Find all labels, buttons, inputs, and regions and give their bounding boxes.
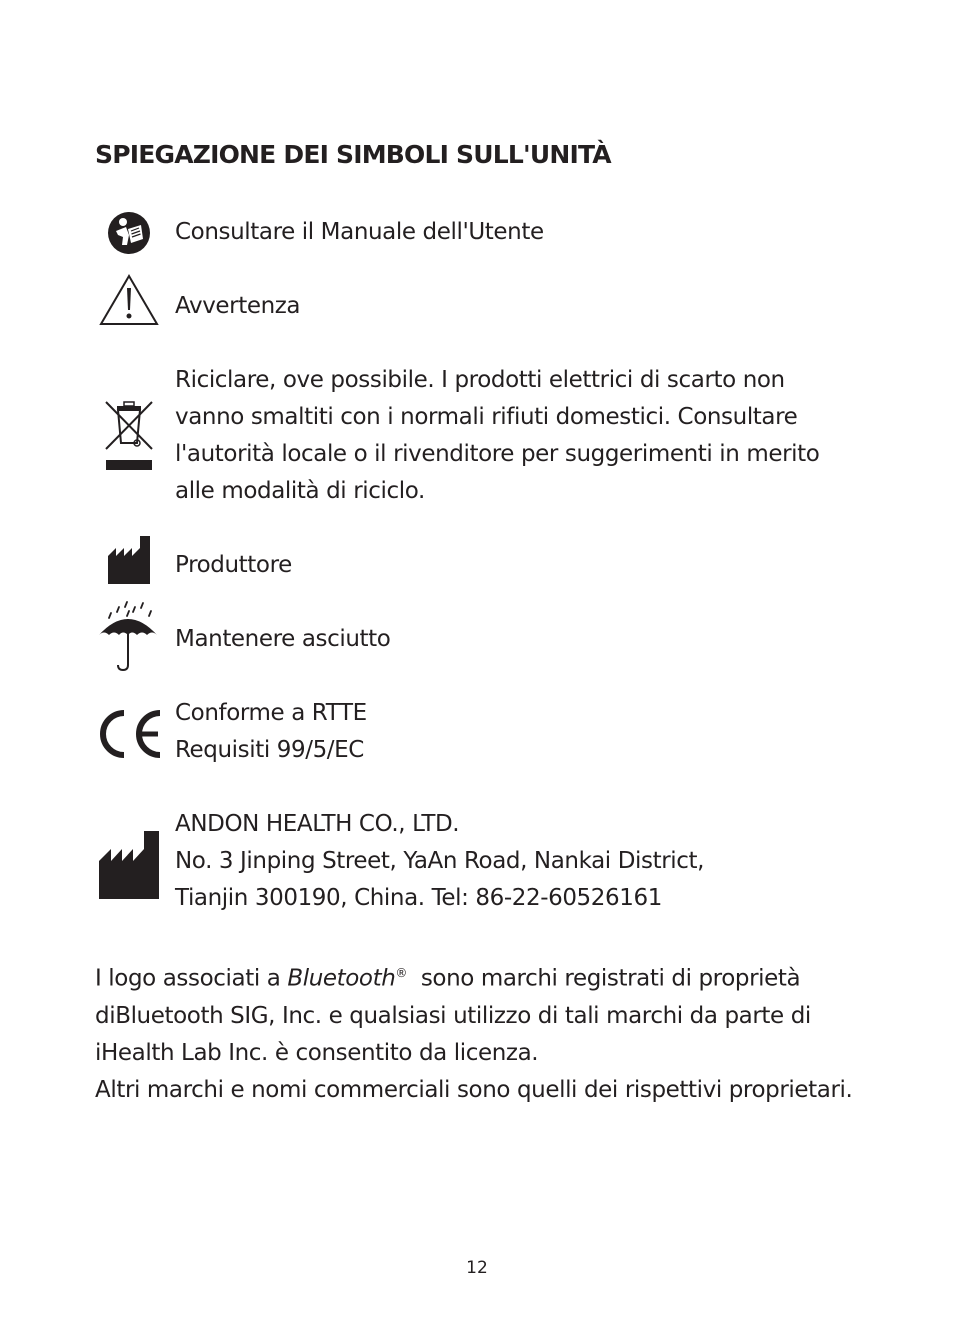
symbol-description [175, 214, 544, 251]
description-line: Produttore [175, 552, 292, 578]
manufacturer-address: No. 3 Jinping Street, YaAn Road, Nankai District, [175, 848, 705, 874]
description-line: vanno smaltiti con i normali rifiuti domestici. Consultare [175, 404, 798, 430]
trademark-text: sono marchi registrati di proprietà [407, 965, 801, 992]
trademark-line: diBluetooth SIG, Inc. e qualsiasi utilizzo di tali marchi da parte di [95, 1002, 811, 1029]
symbol-description [175, 621, 390, 658]
manufacturer-contact: Tianjin 300190, China. Tel: 86-22-60526161 [175, 885, 662, 911]
description-line: l'autorità locale o il rivenditore per suggerimenti in merito [175, 441, 820, 467]
description-line: Mantenere asciutto [175, 626, 391, 652]
symbol-description [175, 288, 300, 325]
symbol-description [175, 695, 367, 769]
manual-icon [107, 211, 151, 255]
symbol-description [175, 547, 292, 584]
description-line: Riciclare, ove possibile. I prodotti elettrici di scarto non [175, 367, 785, 393]
symbol-description [175, 806, 704, 917]
trademark-line: iHealth Lab Inc. è consentito da licenza. [95, 1039, 539, 1066]
bluetooth-brand: Bluetooth [287, 965, 396, 992]
registered-mark: ® [395, 966, 407, 980]
description-line: alle modalità di riciclo. [175, 478, 425, 504]
warning-icon [99, 274, 159, 326]
page-number: 12 [466, 1258, 488, 1278]
weee-recycle-icon [103, 399, 155, 473]
trademark-line [95, 955, 852, 998]
description-line: Requisiti 99/5/EC [175, 737, 364, 763]
description-line: Consultare il Manuale dell'Utente [175, 219, 544, 245]
manufacturer-name: ANDON HEALTH CO., LTD. [175, 811, 460, 837]
trademark-notice [95, 955, 852, 1109]
keep-dry-umbrella-icon [97, 599, 159, 673]
page-title: SPIEGAZIONE DEI SIMBOLI SULL'UNITÀ [95, 140, 611, 169]
trademark-line: Altri marchi e nomi commerciali sono quelli dei rispettivi proprietari. [95, 1076, 853, 1103]
trademark-text: I logo associati a [95, 965, 288, 992]
ce-mark-icon [94, 708, 166, 760]
description-line: Conforme a RTTE [175, 700, 367, 726]
symbol-description [175, 362, 819, 510]
description-line: Avvertenza [175, 293, 301, 319]
manufacturer-icon [97, 829, 161, 901]
manufacturer-icon [106, 534, 152, 586]
